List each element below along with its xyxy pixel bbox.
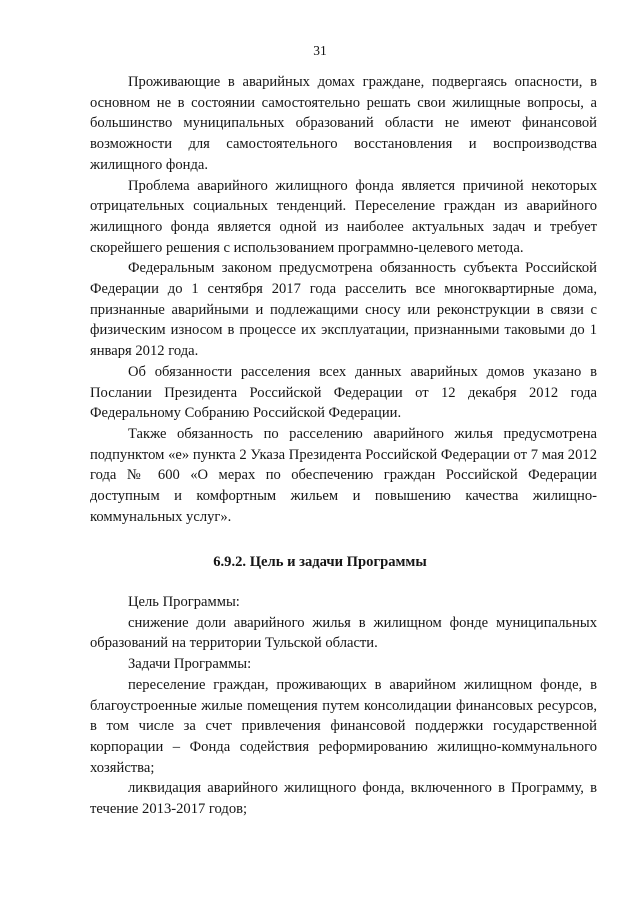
task-item-1: переселение граждан, проживающих в аварийном жилищном фонде, в благоустроенные жилые помещения путем консолидации финансовых ресурсов, в том числе за счет привлечения финансовой поддержки государственной корпорации – Фонда содействия реформированию жилищно-коммунального хозяйства; <box>90 676 597 776</box>
goals-section <box>90 592 597 820</box>
page-number: 31 <box>313 43 327 58</box>
paragraph-4: Об обязанности расселения всех данных аварийных домов указано в Послании Президента Российской Федерации от 12 декабря 2012 года Федеральному Собранию Российской Федерации. <box>90 363 597 422</box>
task-item-2: ликвидация аварийного жилищного фонда, включенного в Программу, в течение 2013-2017 годов; <box>90 780 597 818</box>
paragraph-3: Федеральным законом предусмотрена обязанность субъекта Российской Федерации до 1 сентября 2017 года расселить все многоквартирные дома, признанные аварийными и подлежащими сносу или реконструкции в связи с физическим износом в процессе их эксплуатации, признанными таковыми до 1 января 2012 года. <box>90 260 597 360</box>
goal-text: снижение доли аварийного жилья в жилищном фонде муниципальных образований на территории Тульской области. <box>90 614 597 652</box>
tasks-label: Задачи Программы: <box>128 656 252 673</box>
paragraph-1: Проживающие в аварийных домах граждане, подвергаясь опасности, в основном не в состоянии самостоятельно решать свои жилищные вопросы, а большинство муниципальных образований области не имеют финансовой возможности для самостоятельного восстановления и воспроизводства жилищного фонда. <box>90 74 597 173</box>
section-heading: 6.9.2. Цель и задачи Программы <box>213 554 427 570</box>
paragraph-2: Проблема аварийного жилищного фонда является причиной некоторых отрицательных социальных тенденций. Переселение граждан из аварийного жилищного фонда является одной из наиболее актуальных задач и требует скорейшего решения с использованием программно-целевого метода. <box>90 177 597 256</box>
paragraph-5: Также обязанность по расселению аварийного жилья предусмотрена подпунктом «е» пункта 2 Указа Президента Российской Федерации от 7 мая 2012 года № 600 «О мерах по обеспечению граждан Российской Федерации доступным и комфортным жильем и повышению качества жилищно-коммунальных услуг». <box>90 425 597 525</box>
body-text <box>90 72 597 527</box>
goal-label: Цель Программы: <box>128 594 240 610</box>
